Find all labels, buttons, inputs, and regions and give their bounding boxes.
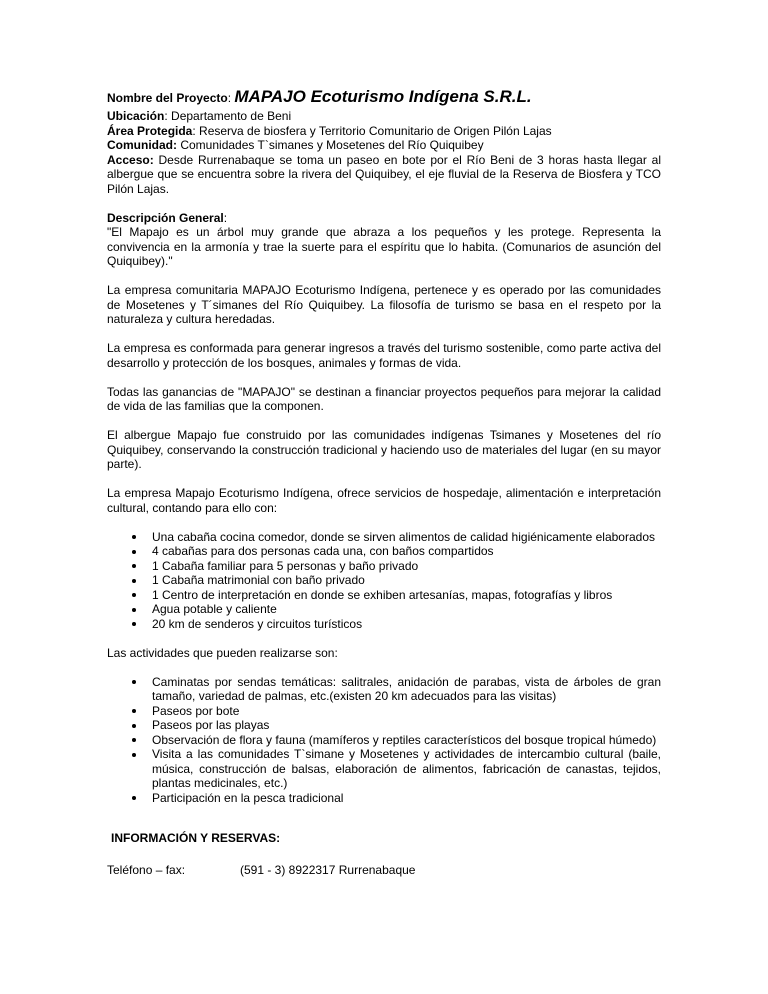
descripcion-heading <box>107 211 661 226</box>
field-label: Acceso: <box>107 152 154 167</box>
bullet-icon <box>132 564 136 568</box>
descripcion-heading-label: Descripción General <box>107 210 224 225</box>
field-label: Área Protegida <box>107 123 193 138</box>
phone-label: Teléfono – fax: <box>107 862 186 877</box>
bullet-icon <box>132 709 136 713</box>
project-title-line <box>107 86 661 109</box>
list-item-text: Participación en la pesca tradicional <box>152 790 344 805</box>
list-item <box>107 791 661 806</box>
services-list <box>107 530 661 632</box>
field-value: Desde Rurrenabaque se toma un paseo en bote por el Río Beni de 3 horas hasta llegar al albergue que se encuentra sobre la rivera del Quiquibey, el eje fluvial de la Reserva de Biosfera y TCO Pilón Lajas. <box>107 152 661 196</box>
field-ubicacion <box>107 109 661 124</box>
list-item-text: Paseos por las playas <box>152 718 270 732</box>
field-separator: : <box>192 123 200 138</box>
field-value: Reserva de biosfera y Territorio Comunitario de Origen Pilón Lajas <box>199 123 552 138</box>
project-title: MAPAJO Ecoturismo Indígena S.R.L. <box>234 87 532 106</box>
list-item-text: Observación de flora y fauna (mamíferos y reptiles característicos del bosque tropical húmedo) <box>152 732 657 747</box>
list-item-text: 4 cabañas para dos personas cada una, con baños compartidos <box>152 544 494 558</box>
body-paragraph-ganancias: Todas las ganancias de "MAPAJO" se destinan a financiar proyectos pequeños para mejorar la calidad de vida de las familias que la componen. <box>107 384 661 413</box>
bullet-icon <box>132 535 136 539</box>
list-item-text: 1 Cabaña matrimonial con baño privado <box>152 573 365 587</box>
project-name-label: Nombre del Proyecto <box>107 91 228 105</box>
body-paragraph-albergue: El albergue Mapajo fue construido por las comunidades indígenas Tsimanes y Mosetenes del río Quiquibey, conservando la construcción tradicional y haciendo uso de materiales del lugar (en su mayor parte). <box>107 428 661 471</box>
list-item-text: 20 km de senderos y circuitos turísticos <box>152 616 363 631</box>
field-value: Comunidades T`simanes y Mosetenes del Río Quiquibey <box>180 138 484 152</box>
list-item-text: Agua potable y caliente <box>152 602 277 616</box>
list-item <box>107 588 661 603</box>
list-item <box>107 718 661 733</box>
bullet-icon <box>132 579 136 583</box>
bullet-icon <box>132 753 136 757</box>
bullet-icon <box>132 738 136 742</box>
list-item <box>107 675 661 704</box>
list-item <box>107 530 661 545</box>
phone-row <box>107 863 661 878</box>
list-item <box>107 733 661 748</box>
list-item <box>107 559 661 574</box>
bullet-icon <box>132 593 136 597</box>
list-item-text: 1 Cabaña familiar para 5 personas y baño privado <box>152 558 419 573</box>
list-item <box>107 602 661 617</box>
activities-intro: Las actividades que pueden realizarse son: <box>107 645 338 660</box>
field-acceso <box>107 153 661 197</box>
descripcion-heading-colon: : <box>223 210 228 225</box>
field-comunidad <box>107 138 661 153</box>
bullet-icon <box>132 622 136 626</box>
list-item-text: 1 Centro de interpretación en donde se exhiben artesanías, mapas, fotografías y libros <box>152 587 613 602</box>
contact-heading: INFORMACIÓN Y RESERVAS: <box>111 831 281 845</box>
bullet-icon <box>132 680 136 684</box>
list-item-text: Una cabaña cocina comedor, donde se sirven alimentos de calidad higiénicamente elaborados <box>152 529 655 544</box>
list-item <box>107 573 661 588</box>
phone-value: (591 - 3) 8922317 Rurrenabaque <box>240 862 416 877</box>
bullet-icon <box>132 796 136 800</box>
bullet-icon <box>132 550 136 554</box>
bullet-icon <box>132 608 136 612</box>
services-intro: La empresa Mapajo Ecoturismo Indígena, ofrece servicios de hospedaje, alimentación e interpretación cultural, contando para ello con: <box>107 486 661 515</box>
list-item <box>107 617 661 632</box>
list-item-text: Paseos por bote <box>152 703 240 718</box>
document-content <box>107 86 661 877</box>
field-value: Departamento de Beni <box>171 109 292 123</box>
field-label: Comunidad: <box>107 138 177 152</box>
quote-paragraph: "El Mapajo es un árbol muy grande que abraza a los pequeños y les protege. Representa la convivencia en la armonía y trae la suerte para el espíritu que lo habita. (Comunarios de asunción del Quiquibey)." <box>107 225 661 268</box>
list-item-text: Caminatas por sendas temáticas: salitrales, anidación de parabas, vista de árboles de gran tamaño, variedad de palmas, etc.(existen 20 km adecuados para las visitas) <box>152 674 661 703</box>
list-item <box>107 704 661 719</box>
body-paragraph-conformada: La empresa es conformada para generar ingresos a través del turismo sostenible, como parte activa del desarrollo y protección de los bosques, animales y formas de vida. <box>107 341 661 370</box>
list-item <box>107 544 661 559</box>
list-item-text: Visita a las comunidades T`simane y Mosetenes y actividades de intercambio cultural (baile, música, construcción de balsas, elaboración de alimentos, fabricación de canastas, tejidos, plantas medicinales, etc.) <box>152 747 661 790</box>
project-name-separator: : <box>227 91 235 105</box>
bullet-icon <box>132 724 136 728</box>
list-item <box>107 747 661 791</box>
field-separator: : <box>164 109 172 123</box>
activities-list <box>107 675 661 806</box>
body-paragraph-empresa-comunitaria: La empresa comunitaria MAPAJO Ecoturismo Indígena, pertenece y es operado por las comunidades de Mosetenes y T´simanes del Río Quiquibey. La filosofía de turismo se basa en el respeto por la naturaleza y cultura heredadas. <box>107 283 661 326</box>
field-label: Ubicación <box>107 109 165 123</box>
field-area-protegida <box>107 124 661 139</box>
